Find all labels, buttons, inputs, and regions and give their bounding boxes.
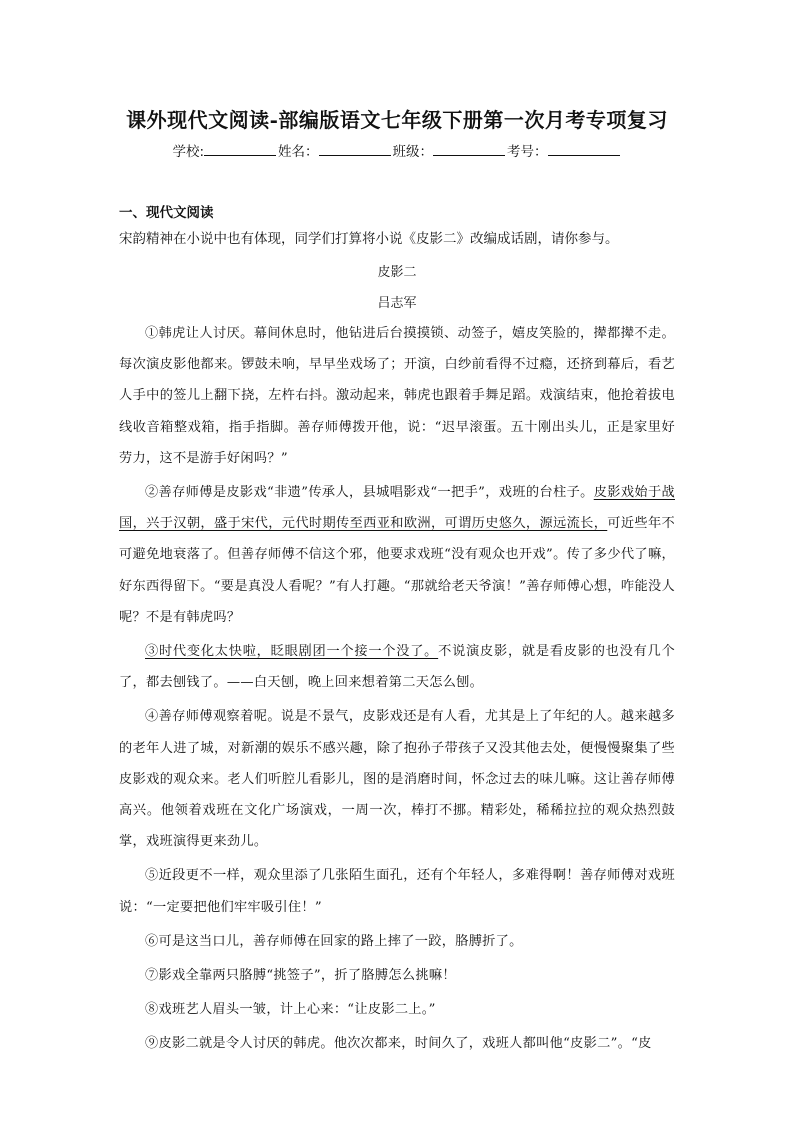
student-info-row <box>0 140 794 160</box>
document-title: 课外现代文阅读-部编版语文七年级下册第一次月考专项复习 <box>126 108 668 132</box>
paragraph-2 <box>119 477 675 633</box>
paragraph-2-rest: 可近些年不可避免地衰落了。但善存师傅不信这个邪，他要求戏班“没有观众也开戏”。传了多少代了嘛，好东西得留下。“要是真没人看呢？”有人打趣。“那就给老天爷演！”善存师傅心想，咋能没人呢？不是有韩虎吗？ <box>119 516 676 625</box>
paragraph-3 <box>119 636 675 698</box>
number-blank[interactable] <box>548 143 620 156</box>
paragraph-8: ⑧戏班艺人眉头一皱，计上心来：“让皮影二上。” <box>145 1002 436 1018</box>
story-author: 吕志军 <box>377 296 417 311</box>
paragraph-4: ④善存师傅观察着呢。说是不景气，皮影戏还是有人看，尤其是上了年纪的人。越来越多的老年人进了城，对新潮的娱乐不感兴趣，除了抱孙子带孩子又没其他去处，便慢慢聚集了些皮影戏的观众来。老人们听腔儿看影儿，图的是消磨时间，怀念过去的味儿嘛。这让善存师傅高兴。他领着戏班在文化广场演戏，一周一次，棒打不挪。精彩处，稀稀拉拉的观众热烈鼓掌，戏班演得更来劲儿。 <box>119 709 675 850</box>
section-heading: 一、现代文阅读 <box>119 205 214 221</box>
school-blank[interactable] <box>204 143 276 156</box>
story-title: 皮影二 <box>377 265 417 280</box>
class-label: 班级： <box>392 144 434 160</box>
name-label: 姓名： <box>278 144 319 160</box>
school-label: 学校: <box>172 144 205 160</box>
story-body <box>119 318 675 1063</box>
paragraph-2-underlined: 皮影戏始于战国，兴于汉朝，盛于宋代，元代时期传至西亚和欧洲，可谓历史悠久，源远流长， <box>119 485 675 532</box>
number-label: 考号： <box>507 144 548 160</box>
paragraph-3-underlined: ③时代变化太快啦，眨眼剧团一个接一个没了。 <box>145 644 439 660</box>
section-intro: 宋韵精神在小说中也有体现，同学们打算将小说《皮影二》改编成话剧，请你参与。 <box>119 231 619 247</box>
paragraph-3-rest: 不说演皮影，就是看皮影的也没有几个了，都去刨钱了。——白天刨，晚上回来想着第二天怎么刨。 <box>119 644 675 691</box>
class-blank[interactable] <box>433 143 505 156</box>
paragraph-7: ⑦影戏全靠两只胳膊“挑签子”，折了胳膊怎么挑嘛！ <box>145 968 456 984</box>
paragraph-6: ⑥可是这当口儿，善存师傅在回家的路上摔了一跤，胳膊折了。 <box>145 933 523 949</box>
paragraph-1: ①韩虎让人讨厌。幕间休息时，他钻进后台摸摸锁、动签子，嬉皮笑脸的，撵都撵不走。每次演皮影他都来。锣鼓未响，早早坐戏场了；开演，白纱前看得不过瘾，还挤到幕后，看艺人手中的签儿上翻下挠，左杵右抖。激动起来，韩虎也跟着手舞足蹈。戏演结束，他抢着拔电线收音箱整戏箱，指手指脚。善存师傅拨开他，说：“迟早滚蛋。五十刚出头儿，正是家里好劳力，这不是游手好闲吗？” <box>119 326 675 466</box>
paragraph-2-start: ②善存师傅是皮影戏“非遗”传承人，县城唱影戏“一把手”，戏班的台柱子。 <box>145 485 594 501</box>
paragraph-9: ⑨皮影二就是令人讨厌的韩虎。他次次都来，时间久了，戏班人都叫他“皮影二”。“皮 <box>145 1036 652 1052</box>
paragraph-5: ⑤近段更不一样，观众里添了几张陌生面孔，还有个年轻人，多难得啊！善存师傅对戏班说：“一定要把他们牢牢吸引住！” <box>119 868 675 915</box>
name-blank[interactable] <box>319 143 391 156</box>
